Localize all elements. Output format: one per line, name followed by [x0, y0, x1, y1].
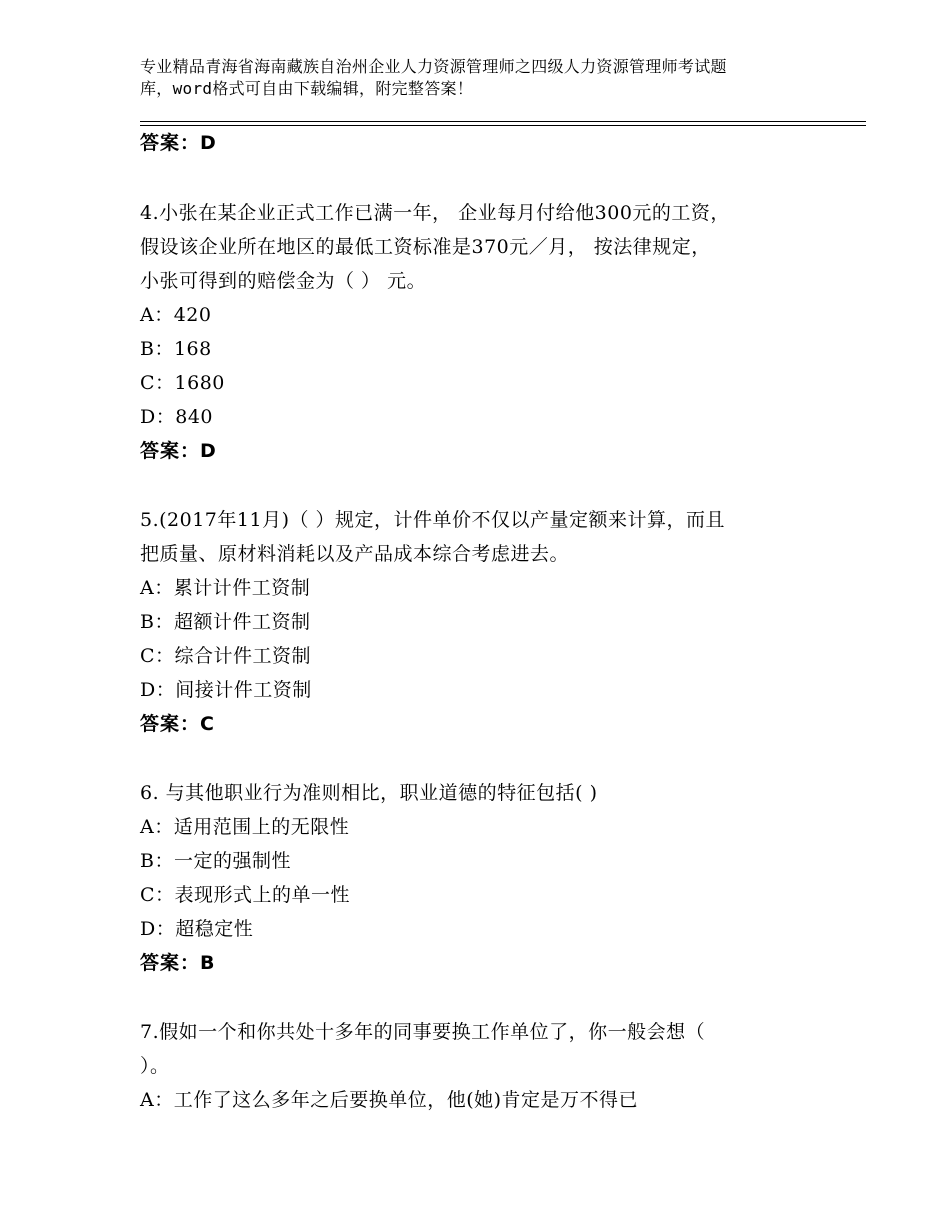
- q5-option-d: D：间接计件工资制: [140, 679, 312, 701]
- header-title-line-2: 库，word格式可自由下载编辑，附完整答案！: [140, 79, 474, 98]
- q5-option-c: C：综合计件工资制: [140, 645, 312, 667]
- q7-option-a: A：工作了这么多年之后要换单位，他(她)肯定是万不得已: [140, 1089, 639, 1111]
- q6-option-a: A：适用范围上的无限性: [140, 816, 350, 838]
- q6-answer: 答案：B: [140, 952, 216, 974]
- q4-answer: 答案：D: [140, 440, 217, 462]
- q4-stem-line-3: 小张可得到的赔偿金为（ ） 元。: [140, 270, 427, 292]
- q6-option-c: C：表现形式上的单一性: [140, 884, 351, 906]
- q5-answer: 答案：C: [140, 713, 215, 735]
- q4-option-d: D：840: [140, 406, 213, 428]
- q6-option-d: D：超稳定性: [140, 918, 254, 940]
- q6-option-b: B：一定的强制性: [140, 850, 291, 872]
- q5-option-a: A：累计计件工资制: [140, 577, 311, 599]
- q4-option-a: A：420: [140, 304, 212, 326]
- q5-stem-line-1: 5.(2017年11月)（ ）规定，计件单价不仅以产量定额来计算，而且: [140, 509, 726, 531]
- q5-option-b: B：超额计件工资制: [140, 611, 311, 633]
- q4-stem-line-2: 假设该企业所在地区的最低工资标准是370元／月， 按法律规定，: [140, 236, 711, 258]
- q5-stem-line-2: 把质量、原材料消耗以及产品成本综合考虑进去。: [140, 543, 570, 565]
- q6-stem-line-1: 6. 与其他职业行为准则相比，职业道德的特征包括( ): [140, 782, 598, 804]
- q7-stem-line-2: ）。: [140, 1055, 170, 1077]
- header-rule-thick: [140, 121, 866, 122]
- page-header: [140, 56, 840, 100]
- q4-stem-line-1: 4.小张在某企业正式工作已满一年， 企业每月付给他300元的工资，: [140, 202, 730, 224]
- header-title-line-1: 专业精品青海省海南藏族自治州企业人力资源管理师之四级人力资源管理师考试题: [140, 57, 727, 76]
- q4-option-b: B：168: [140, 338, 212, 360]
- q7-stem-line-1: 7.假如一个和你共处十多年的同事要换工作单位了，你一般会想（: [140, 1021, 706, 1043]
- q4-option-c: C：1680: [140, 372, 225, 394]
- header-rule-thin: [140, 125, 866, 126]
- prev-answer: 答案：D: [140, 132, 217, 154]
